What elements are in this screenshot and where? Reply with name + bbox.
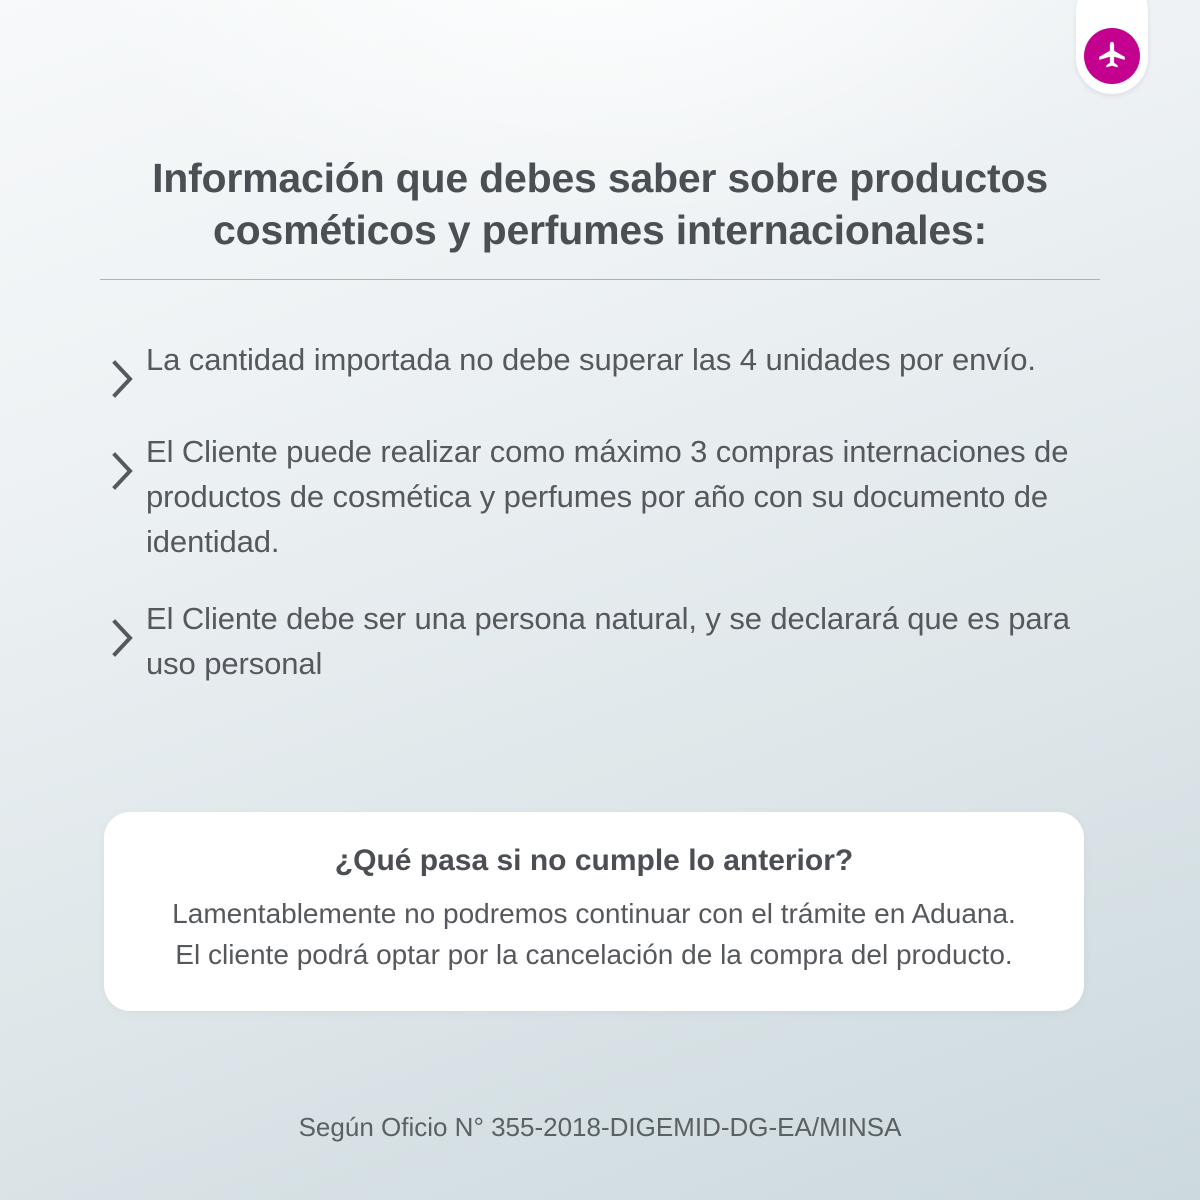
header: [100, 152, 1100, 280]
airplane-icon: [1095, 39, 1129, 73]
chevron-right-icon: [100, 597, 146, 657]
list-item: [100, 338, 1110, 398]
chevron-right-icon: [100, 430, 146, 490]
list-item-text: El Cliente debe ser una persona natural, y se declarará que es para uso personal: [146, 600, 1070, 681]
page-title: Información que debes saber sobre productos cosméticos y perfumes internacionales:: [152, 155, 1048, 254]
badge-circle: [1084, 28, 1140, 84]
requirements-list: [100, 338, 1110, 719]
list-item: [100, 597, 1110, 687]
header-divider: [100, 279, 1100, 280]
list-item-text: La cantidad importada no debe superar las 4 unidades por envío.: [146, 342, 1036, 377]
footnote: Según Oficio N° 355-2018-DIGEMID-DG-EA/MINSA: [298, 1112, 902, 1142]
list-item: [100, 430, 1110, 565]
card-title: ¿Qué pasa si no cumple lo anterior?: [334, 844, 854, 877]
chevron-right-icon: [100, 338, 146, 398]
card-body: Lamentablemente no podremos continuar con el trámite en Aduana. El cliente podrá optar por la cancelación de la compra del producto.: [172, 898, 1016, 970]
airplane-badge: [1076, 0, 1148, 94]
list-item-text: El Cliente puede realizar como máximo 3 compras internaciones de productos de cosmética y perfumes por año con su documento de identidad.: [146, 434, 1069, 559]
consequence-card: [104, 812, 1084, 1011]
